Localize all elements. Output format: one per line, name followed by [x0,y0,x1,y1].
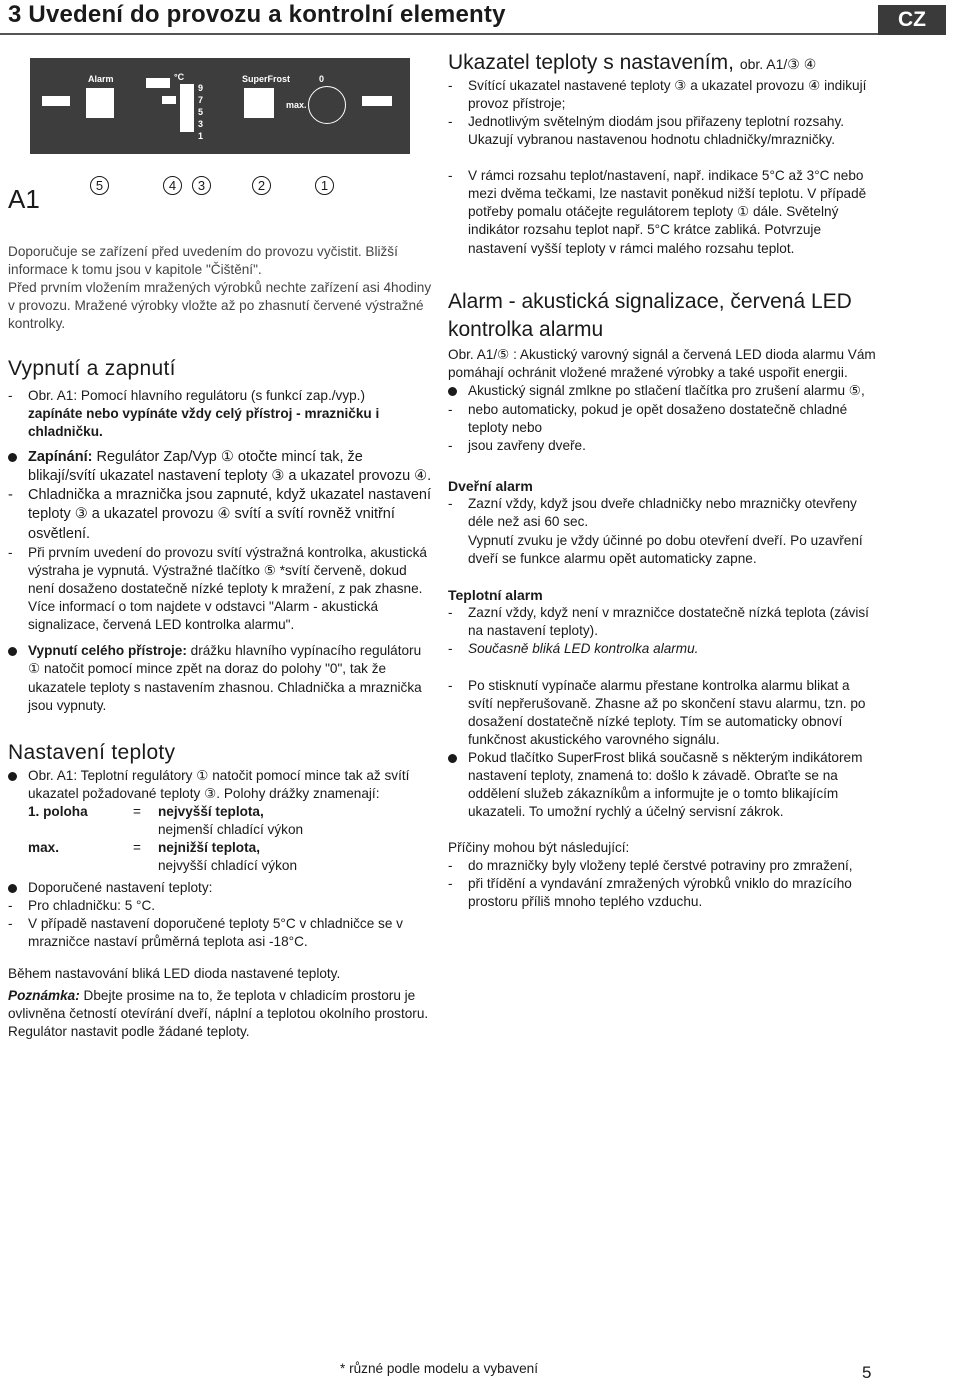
recommended-freezer: - V případě nastavení doporučené teploty 5°C v chladničce se v mrazničce nastaví průměrná teplota asi -18°C. [8,915,403,949]
temp-alarm-4: Pokud tlačítko SuperFrost bliká současně s některým indikátorem nastavení teploty, znamená to: došlo k závadě. Obraťte se na oddělení služeb zákazníkům a informujte je o tomto blikajícím ukazateli. To umožní rychlý a účelný servisní zákrok. [448,749,878,821]
indicator-item-1: - Svítící ukazatel nastavené teploty ③ a ukazatel provozu ④ indikují provoz přístroje; [448,77,867,111]
switch-off-item: Vypnutí celého přístroje: drážku hlavního vypínacího regulátoru ① natočit pomocí mince zpět na doraz do polohy "0", tak že ukazatele teploty s nastavením zhasnou. Chladnička a mraznička jsou vypnuty. [8,642,433,714]
fridge-indicator-icon [42,96,70,106]
heading-door-alarm: Dveřní alarm [448,477,533,494]
superfrost-button-icon [244,88,274,118]
page-header [0,0,960,34]
heading-temp-setting: Nastavení teploty [8,740,176,764]
heading-on-off: Vypnutí a zapnutí [8,357,176,381]
blink-note: Během nastavování bliká LED dioda nastavené teploty. [8,966,341,982]
alarm-intro: Obr. A1/⑤ : Akustický varovný signál a červená LED dioda alarmu Vám pomáhají ochránit vložené mražené výrobky a také uspořit energii. [448,347,876,381]
temp-scale: 9 7 5 3 1 [198,83,204,141]
alarm-button-icon [86,88,114,118]
temp-alarm-2: - Současně bliká LED kontrolka alarmu. [448,641,699,657]
degc-label: °C [174,72,185,82]
header-rule [0,33,880,35]
main-dial-icon [308,86,346,124]
causes-heading: Příčiny mohou být následující: [448,840,630,856]
onoff-item: - Obr. A1: Pomocí hlavního regulátoru (s funkcí zap./vyp.) [8,388,365,404]
temp-alarm-3: - Po stisknutí vypínače alarmu přestane kontrolka alarmu blikat a svítí nepřerušovaně. Zhasne až po skončení stavu alarmu, tzn. po dosažení dostatečně nízké teploty. Tím se automaticky obnoví funkčnost akustického varovného signálu. [448,677,866,747]
callout-3: 3 [192,176,211,195]
callout-1: 1 [315,176,334,195]
operation-led-icon [146,78,170,88]
positions-table: 1. poloha = nejvyšší teplota, nejmenší chladící výkon max. = nejnižší teplota, nejvyšší chladící výkon [28,803,304,873]
control-panel-figure [30,58,410,154]
note: Poznámka: Dbejte prosime na to, že teplota v chladicím prostoru je ovlivněna četností otevírání dveří, náplní a teplotou okolního prostoru. [8,988,429,1022]
superfrost-label: SuperFrost [242,74,291,84]
language-badge: CZ [878,5,946,35]
callout-5: 5 [90,176,109,195]
cause-1: - do mrazničky byly vloženy teplé čerstvé potraviny pro zmražení, [448,858,853,874]
page-title: 3 Uvedení do provozu a kontrolní elementy [8,1,506,28]
more-info: Více informací o tom najdete v odstavci "Alarm - akustická signalizace, červená LED kontrolka alarmu". [28,599,379,633]
heading-indicator: Ukazatel teploty s nastavením, obr. A1/③ ④ [448,51,817,74]
door-alarm-1: - Zazní vždy, když jsou dveře chladničky nebo mrazničky otevřeny déle než asi 60 sec. [448,496,857,530]
switch-on-item: Zapínání: Regulátor Zap/Vyp ① otočte mincí tak, že blikají/svítí ukazatel nastavení teploty ③ a ukazatel provozu ④. [8,448,433,487]
indicator-item-2: - Jednotlivým světelným diodám jsou přiřazeny teplotní rozsahy. Ukazují vybranou nastavenou hodnotu chladničky/mrazničky. [448,114,845,148]
footnote: * různé podle modelu a vybavení [340,1361,538,1376]
recommended-fridge: - Pro chladničku: 5 °C. [8,897,156,913]
callout-2: 2 [252,176,271,195]
left-column [8,243,433,1041]
note-2: Regulátor nastavit podle žádané teploty. [8,1024,250,1040]
right-column [448,49,878,911]
temp-led-icon [162,96,176,104]
door-alarm-2: Vypnutí zvuku je vždy účinné po dobu otevření dveří. Po uzavření dveří se funkce alarmu opět automaticky zapne. [468,532,863,566]
indicator-item-3: - V rámci rozsahu teplot/nastavení, např. indikace 5°C až 3°C nebo mezi dvěma tečkami, lze nastavit poněkud nižší teplotu. V případě potřeby pomalu otáčejte regulátorem teploty ① dále. Světelný indikátor rozsahu teplot např. 5°C krátce zabliká. Potvrzuje nastavení vyšší teploty v rámci malého rozsahu teplot. [448,168,867,256]
dial-max-label: max. [286,100,307,110]
alarm-auto: - nebo automaticky, pokud je opět dosaženo dostatečně chladné teploty nebo [448,401,848,435]
cause-2: - při třídění a vyndavání zmražených výrobků vniklo do mrazícího prostoru příliš mnoho teplého vzduchu. [448,876,852,910]
heading-alarm: Alarm - akustická signalizace, červená LED kontrolka alarmu [448,289,852,341]
heading-temp-alarm: Teplotní alarm [448,586,543,603]
dial-zero-label: 0 [319,74,325,84]
freezer-indicator-icon [362,96,392,106]
onoff-desc: zapínáte nebo vypínáte vždy celý přístroj - mrazničku i chladničku. [28,406,380,440]
intro-cleaning: Doporučuje se zařízení před uvedením do provozu vyčistit. Bližší informace k tomu jsou v kapitole "Čištění". [8,244,398,278]
page-number: 5 [862,1363,872,1382]
temp-scale-bar [180,84,194,132]
recommended-item: Doporučené nastavení teploty: [8,879,433,897]
callout-4: 4 [163,176,182,195]
alarm-label: Alarm [88,74,114,84]
intro-freezing: Před prvním vložením mražených výrobků nechte zařízení asi 4hodiny v provozu. Mražené výrobky vložte až po zhasnutí červené výstražné kontrolky. [8,280,432,332]
figure-label: A1 [8,184,40,214]
alarm-doors: - jsou zavřeny dveře. [448,437,586,453]
first-start-item: - Při prvním uvedení do provozu svítí výstražná kontrolka, akustická výstraha je vypnutá. Výstražné tlačítko ⑤ *svítí červeně, dokud není dosaženo dostatečně nízké teploty k mražení, z pak zhasne. [8,544,427,597]
temp-setting-item: Obr. A1: Teplotní regulátory ① natočit pomocí mince tak až svítí ukazatel požadované teploty ③. Polohy drážky znamenají: [8,767,433,803]
temp-alarm-1: - Zazní vždy, když není v mrazničce dostatečně nízká teplota (závisí na nastavení teploty). [448,605,869,639]
both-on-item: - Chladnička a mraznička jsou zapnuté, když ukazatel nastavení teploty ③ a ukazatel provozu ④ svítí a svítí rovněž vnitřní osvětlení. [8,487,431,542]
alarm-mute: Akustický signál zmlkne po stlačení tlačítka pro zrušení alarmu ⑤, [448,382,878,400]
